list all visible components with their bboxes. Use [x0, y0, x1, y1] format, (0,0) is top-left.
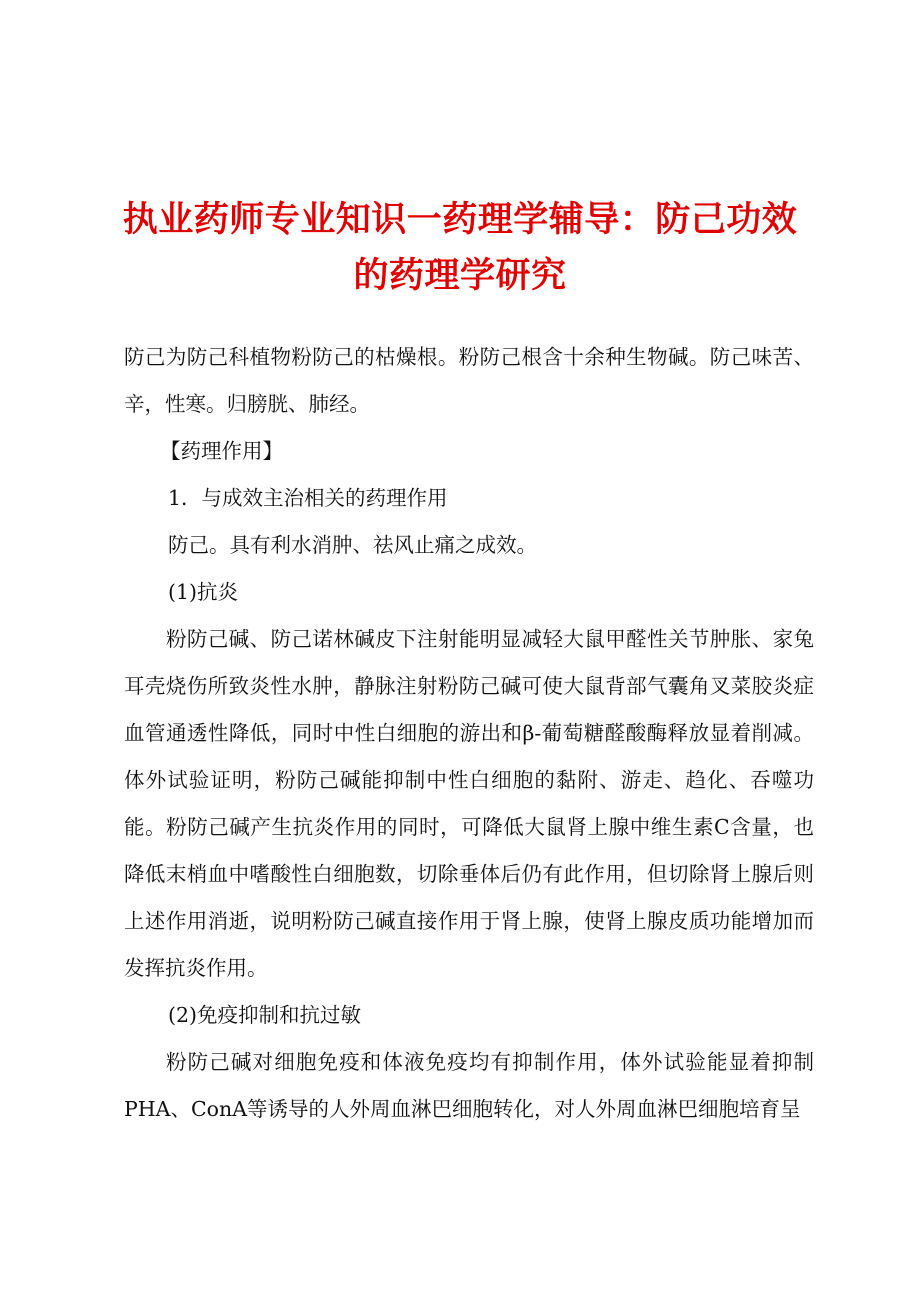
- efficacy-paragraph: 防己。具有利水消肿、祛风止痛之成效。: [168, 533, 537, 557]
- document-title: 执业药师专业知识一药理学辅导：防己功效的药理学研究: [122, 199, 798, 296]
- subsection-heading-1: 1．与成效主治相关的药理作用: [168, 486, 448, 510]
- item-heading-anti-inflammatory: (1)抗炎: [168, 580, 239, 604]
- anti-inflammatory-paragraph: 粉防己碱、防己诺林碱皮下注射能明显减轻大鼠甲醛性关节肿胀、家兔耳壳烧伤所致炎性水肿，静脉注射粉防己碱可使大鼠背部气囊角叉菜胶炎症血管通透性降低，同时中性白细胞的游出和β-葡萄糖醛酸酶释放显着削减。体外试验证明，粉防己碱能抑制中性白细胞的黏附、游走、趋化、吞噬功能。粉防己碱产生抗炎作用的同时，可降低大鼠肾上腺中维生素C含量，也降低末梢血中嗜酸性白细胞数，切除垂体后仍有此作用，但切除肾上腺后则上述作用消逝，说明粉防己碱直接作用于肾上腺，使肾上腺皮质功能增加而发挥抗炎作用。: [124, 627, 814, 980]
- item-heading-immunosuppression: (2)免疫抑制和抗过敏: [168, 1003, 362, 1027]
- section-heading-pharmacology: 【药理作用】: [160, 439, 283, 463]
- intro-paragraph: 防己为防己科植物粉防己的枯燥根。粉防己根含十余种生物碱。防己味苦、辛，性寒。归膀胱、肺经。: [124, 345, 814, 416]
- document-body: [124, 334, 814, 1133]
- immunosuppression-paragraph: 粉防己碱对细胞免疫和体液免疫均有抑制作用，体外试验能显着抑制PHA、ConA等诱导的人外周血淋巴细胞转化，对人外周血淋巴细胞培育呈: [124, 1050, 814, 1121]
